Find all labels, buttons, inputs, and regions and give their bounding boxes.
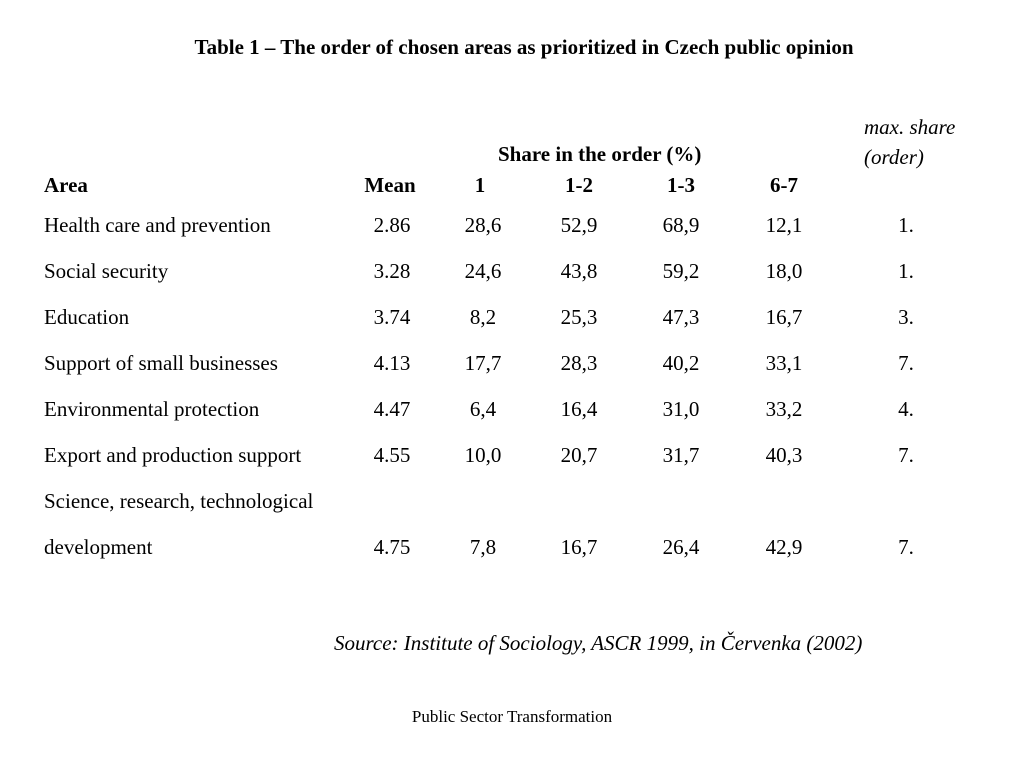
- cell-share-1-2: 43,8: [560, 259, 598, 283]
- column-header-area: Area: [44, 173, 88, 197]
- column-header-6-7: 6-7: [770, 173, 798, 197]
- cell-max-share-order: 1.: [898, 259, 914, 283]
- cell-share-1-3: 31,7: [662, 443, 700, 467]
- column-header-1-3: 1-3: [667, 173, 695, 197]
- cell-mean: 3.28: [373, 259, 411, 283]
- cell-area: development: [44, 535, 153, 559]
- cell-share-6-7: 40,3: [765, 443, 803, 467]
- table-title: Table 1 – The order of chosen areas as prioritized in Czech public opinion: [194, 35, 854, 59]
- cell-share-1-2: 16,4: [560, 397, 598, 421]
- cell-area: Export and production support: [44, 443, 302, 467]
- cell-max-share-order: 1.: [898, 213, 914, 237]
- cell-max-share-order: 7.: [898, 351, 914, 375]
- cell-area: Social security: [44, 259, 169, 283]
- cell-area: Education: [44, 305, 130, 329]
- cell-share-6-7: 33,1: [765, 351, 803, 375]
- cell-area: Health care and prevention: [44, 213, 271, 237]
- cell-max-share-order: 7.: [898, 535, 914, 559]
- cell-mean: 2.86: [373, 213, 411, 237]
- cell-share-6-7: 18,0: [765, 259, 803, 283]
- cell-max-share-order: 3.: [898, 305, 914, 329]
- cell-share-1: 7,8: [469, 535, 497, 559]
- column-header-1: 1: [474, 173, 486, 197]
- cell-share-1-2: 20,7: [560, 443, 598, 467]
- cell-share-1: 28,6: [464, 213, 502, 237]
- cell-mean: 4.13: [373, 351, 411, 375]
- cell-share-1-3: 40,2: [662, 351, 700, 375]
- cell-share-1-3: 59,2: [662, 259, 700, 283]
- cell-share-6-7: 16,7: [765, 305, 803, 329]
- cell-share-1-2: 52,9: [560, 213, 598, 237]
- cell-share-1: 6,4: [469, 397, 497, 421]
- cell-share-1-2: 28,3: [560, 351, 598, 375]
- cell-share-1: 24,6: [464, 259, 502, 283]
- cell-share-6-7: 12,1: [765, 213, 803, 237]
- cell-share-1: 8,2: [469, 305, 497, 329]
- share-in-order-header: Share in the order (%): [498, 142, 702, 166]
- cell-max-share-order: 4.: [898, 397, 914, 421]
- column-header-mean: Mean: [364, 173, 416, 197]
- cell-share-1-2: 16,7: [560, 535, 598, 559]
- max-share-order-label: (order): [864, 145, 924, 169]
- cell-share-1-3: 47,3: [662, 305, 700, 329]
- cell-share-6-7: 33,2: [765, 397, 803, 421]
- cell-area: Science, research, technological: [44, 489, 314, 513]
- cell-share-6-7: 42,9: [765, 535, 803, 559]
- max-share-header: [864, 112, 955, 172]
- slide-footer: Public Sector Transformation: [411, 707, 613, 726]
- cell-mean: 4.55: [373, 443, 411, 467]
- cell-share-1-2: 25,3: [560, 305, 598, 329]
- cell-share-1: 17,7: [464, 351, 502, 375]
- cell-mean: 3.74: [373, 305, 411, 329]
- cell-max-share-order: 7.: [898, 443, 914, 467]
- cell-share-1-3: 68,9: [662, 213, 700, 237]
- cell-area: Environmental protection: [44, 397, 260, 421]
- cell-mean: 4.75: [373, 535, 411, 559]
- column-header-1-2: 1-2: [565, 173, 593, 197]
- cell-mean: 4.47: [373, 397, 411, 421]
- cell-share-1: 10,0: [464, 443, 502, 467]
- cell-share-1-3: 26,4: [662, 535, 700, 559]
- max-share-label: max. share: [864, 115, 956, 139]
- cell-share-1-3: 31,0: [662, 397, 700, 421]
- cell-area: Support of small businesses: [44, 351, 278, 375]
- source-note: Source: Institute of Sociology, ASCR 1999, in Červenka (2002): [334, 631, 863, 655]
